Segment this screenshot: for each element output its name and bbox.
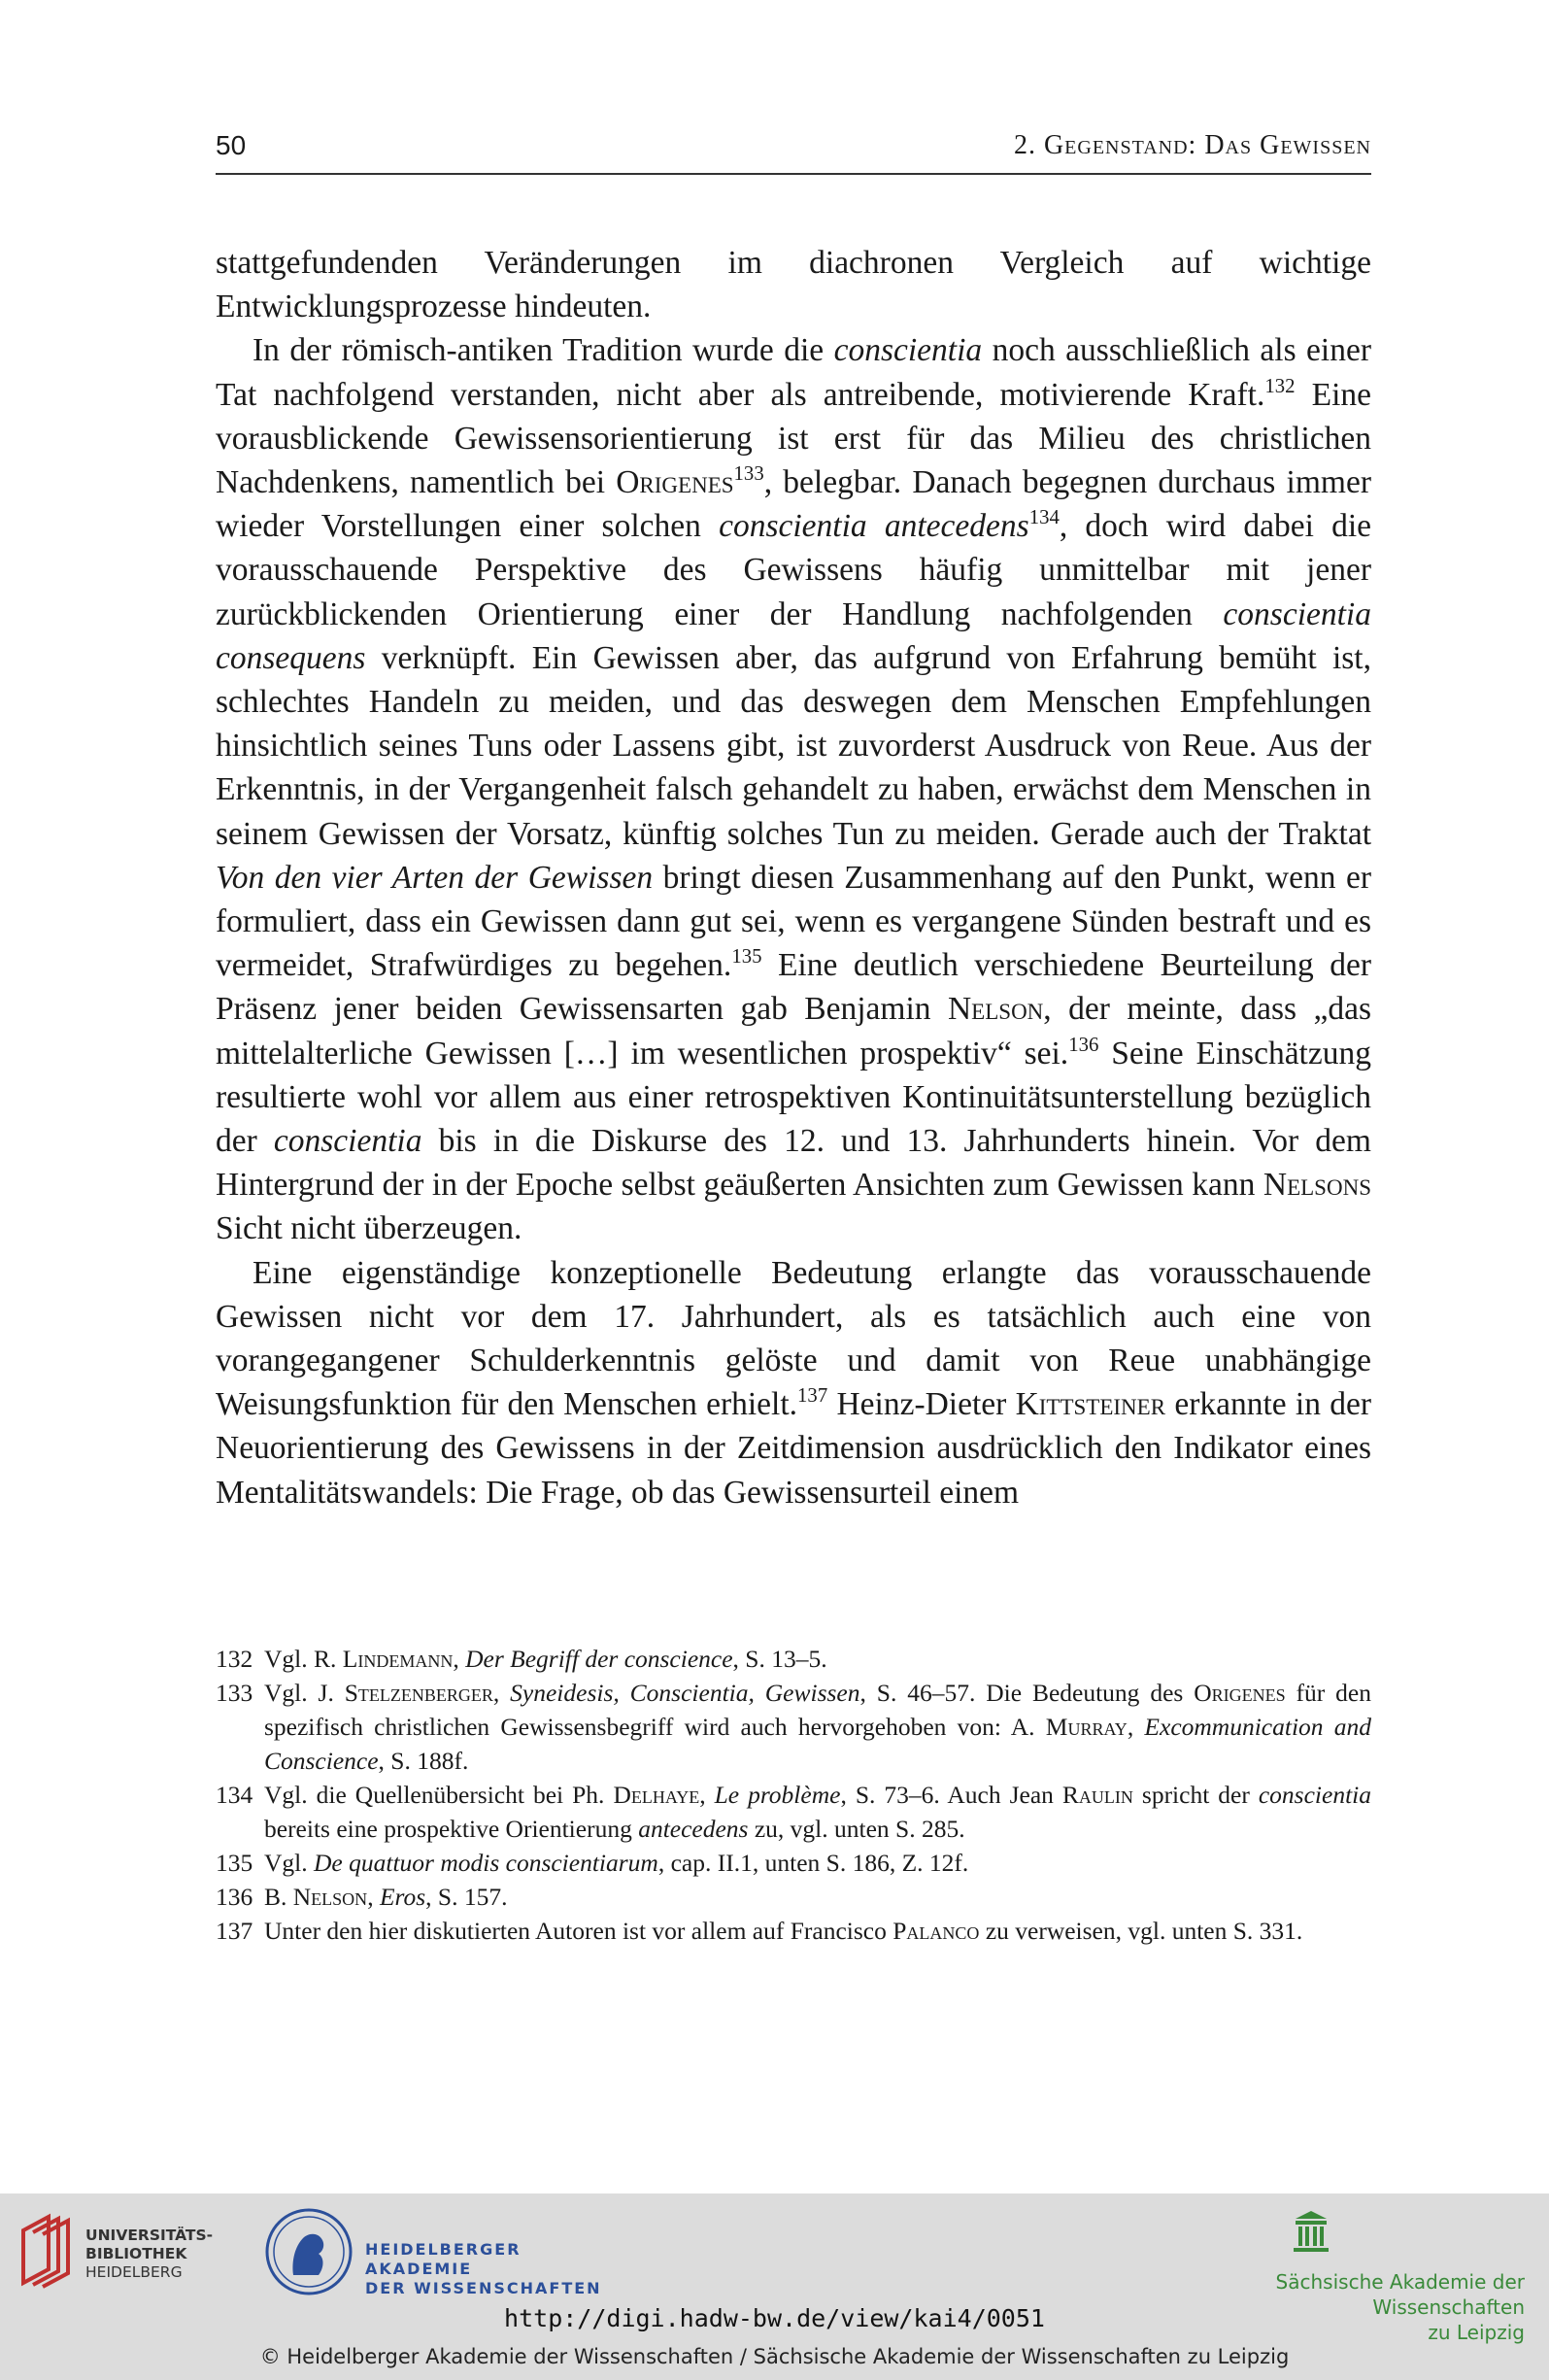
author-name: Nelsons	[1263, 1167, 1371, 1204]
paragraph-3: Eine eigenständige konzeptionelle Bedeutung erlangte das vorausschauende Gewissen nicht vor dem 17. Jahrhundert, als es tatsächlich auch eine von vorangegangener Schulderkenntnis gelöste und damit von Reue unabhängige Weisungsfunktion für den Menschen erhielt.$^{137}$ Heinz-Dieter Kittsteiner erkannte in der Neuorientierung des Gewissens in der Zeitdimension ausdrücklich den Indikator eines Mentalitätswandels: Die Frage, ob das Gewissensurteil einem	[216, 1254, 1371, 1511]
hadw-logo-line1: HEIDELBERGER AKADEMIE	[365, 2240, 522, 2278]
saxon-building-icon	[1292, 2209, 1330, 2254]
permalink-url[interactable]: http://digi.hadw-bw.de/view/kai4/0051	[504, 2304, 1045, 2332]
author-name: Kittsteiner	[1015, 1386, 1166, 1423]
footnote-ref-135[interactable]: 135	[731, 945, 762, 969]
ub-logo-icon	[16, 2211, 78, 2289]
body-text	[216, 241, 1371, 1514]
ub-logo-line2: BIBLIOTHEK	[85, 2245, 187, 2262]
footnote-133: 133 Vgl. J. Stelzenberger, Syneidesis, Conscientia, Gewissen, S. 46–57. Die Bedeutung des Origenes für den spezifisch christlichen Gewissensbegriff wird auch hervorgehoben von: A. Murray, Excommunication and Conscience, S. 188f.	[216, 1679, 1372, 1775]
footnote-ref-133[interactable]: 133	[733, 462, 764, 486]
footnote-135: 135 Vgl. De quattuor modis conscientiarum, cap. II.1, unten S. 186, Z. 12f.	[216, 1849, 969, 1877]
saxon-logo-line1: Sächsische Akademie der Wissenschaften	[1275, 2270, 1525, 2319]
footnote-134: 134 Vgl. die Quellenübersicht bei Ph. Delhaye, Le problème, S. 73–6. Auch Jean Raulin spricht der conscientia bereits eine prospektive Orientierung antecedens zu, vgl. unten S. 285.	[216, 1781, 1371, 1843]
footnote-137: 137 Unter den hier diskutierten Autoren ist vor allem auf Francisco Palanco zu verweisen, vgl. unten S. 331.	[216, 1917, 1303, 1945]
chapter-title: 2. Gegenstand: Das Gewissen	[1013, 130, 1371, 160]
footnote-ref-136[interactable]: 136	[1068, 1033, 1099, 1056]
viewer-footer	[0, 2193, 1549, 2380]
ub-logo-line1: UNIVERSITÄTS-	[85, 2227, 214, 2244]
footnote-ref-137[interactable]: 137	[797, 1384, 828, 1408]
footnote-ref-132[interactable]: 132	[1264, 374, 1296, 397]
footnote-ref-134[interactable]: 134	[1028, 506, 1060, 529]
footnote-136: 136 B. Nelson, Eros, S. 157.	[216, 1883, 508, 1911]
page-number: 50	[216, 130, 247, 160]
hadw-logo[interactable]	[264, 2207, 614, 2300]
author-name: Nelson	[947, 991, 1044, 1028]
hadw-seal-icon	[264, 2207, 354, 2296]
paragraph-1: stattgefundenden Veränderungen im diachronen Vergleich auf wichtige Entwicklungsprozesse hindeuten.	[216, 245, 1371, 325]
copyright-notice: © Heidelberger Akademie der Wissenschaften / Sächsische Akademie der Wissenschaften zu Leipzig	[259, 2345, 1290, 2368]
running-head	[216, 130, 1371, 175]
footnote-132: 132 Vgl. R. Lindemann, Der Begriff der conscience, S. 13–5.	[216, 1645, 827, 1673]
ub-heidelberg-logo[interactable]	[16, 2211, 219, 2289]
saxon-logo-line2: zu Leipzig	[1428, 2321, 1525, 2344]
footnotes	[216, 1642, 1371, 1948]
paragraph-2: In der römisch-antiken Tradition wurde die conscientia noch ausschließlich als einer Tat nachfolgend verstanden, nicht aber als antreibende, motivierende Kraft.$^{132}$ Eine vorausblickende Gewissensorientierung ist erst für das Milieu des christlichen Nachdenkens, namentlich bei Origenes$^{133}$, belegbar. Danach begegnen durchaus immer wieder Vorstellungen einer solchen conscientia antecedens$^{134}$, doch wird dabei die vorausschauende Perspektive des Gewissens häufig unmittelbar mit jener zurückblickenden Orientierung einer der Handlung nachfolgenden conscientia consequens verknüpft. Ein Gewissen aber, das aufgrund von Erfahrung bemüht ist, schlechtes Handeln zu meiden, und das deswegen dem Menschen Empfehlungen hinsichtlich seines Tuns oder Lassens gibt, ist zuvorderst Ausdruck von Reue. Aus der Erkenntnis, in der Vergangenheit falsch gehandelt zu haben, erwächst dem Menschen in seinem Gewissen der Vorsatz, künftig solches Tun zu meiden. Gerade auch der Traktat Von den vier Arten der Gewissen bringt diesen Zusammenhang auf den Punkt, wenn er formuliert, dass ein Gewissen dann gut sei, wenn es vergangene Sünden bestraft und es vermeidet, Strafwürdiges zu begehen.$^{135}$ Eine deutlich verschiedene Beurteilung der Präsenz jener beiden Gewissensarten gab Benjamin Nelson, der meinte, dass „das mittelalterliche Gewissen […] im wesentlichen prospektiv“ sei.$^{136}$ Seine Einschätzung resultierte wohl vor allem aus einer retrospektiven Kontinuitätsunterstellung bezüglich der conscientia bis in die Diskurse des 12. und 13. Jahrhunderts hinein. Vor dem Hintergrund der in der Epoche selbst geäußerten Ansichten zum Gewissen kann Nelsons Sicht nicht überzeugen.	[216, 332, 1372, 1247]
author-name: Origenes	[616, 464, 734, 501]
hadw-logo-line2: DER WISSENSCHAFTEN	[365, 2279, 602, 2297]
ub-logo-line3: HEIDELBERG	[85, 2263, 183, 2281]
